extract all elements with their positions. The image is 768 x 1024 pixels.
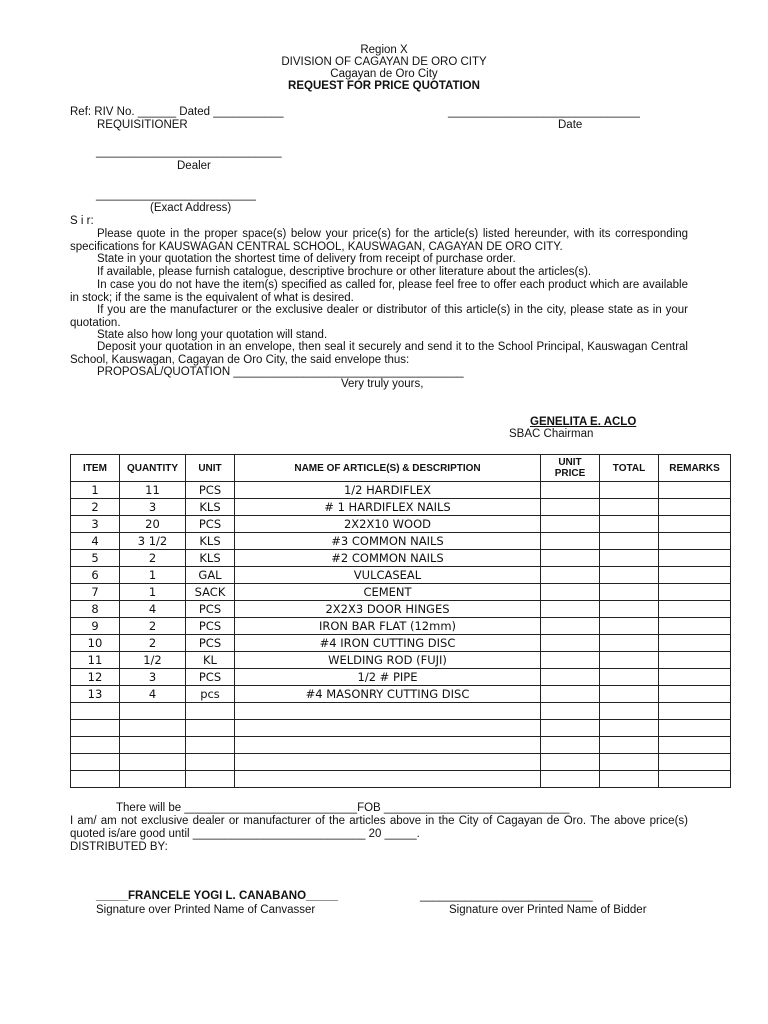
cell-quantity: 1 — [120, 567, 186, 584]
cell-description: VULCASEAL — [235, 567, 541, 584]
cell-unit-price — [541, 669, 600, 686]
cell-item: 5 — [71, 550, 120, 567]
cell-remarks — [659, 567, 731, 584]
city-heading: Cagayan de Oro City — [330, 68, 438, 80]
cell-item — [71, 703, 120, 720]
cell-total — [600, 720, 659, 737]
cell-description: 1/2 HARDIFLEX — [235, 482, 541, 499]
cell-description: 2X2X10 WOOD — [235, 516, 541, 533]
dealer-label: Dealer — [177, 160, 211, 172]
cell-quantity: 1 — [120, 584, 186, 601]
cell-description: #4 IRON CUTTING DISC — [235, 635, 541, 652]
proposal-quotation-line: PROPOSAL/QUOTATION ____________________________________ — [97, 366, 464, 378]
table-row — [71, 499, 731, 516]
cell-unit — [186, 737, 235, 754]
cell-description: #2 COMMON NAILS — [235, 550, 541, 567]
cell-unit: SACK — [186, 584, 235, 601]
table-row — [71, 601, 731, 618]
cell-description: 1/2 # PIPE — [235, 669, 541, 686]
cell-quantity: 11 — [120, 482, 186, 499]
cell-unit — [186, 720, 235, 737]
table-row — [71, 652, 731, 669]
cell-total — [600, 516, 659, 533]
table-row — [71, 635, 731, 652]
blank-table-row — [71, 754, 731, 771]
cell-unit-price — [541, 567, 600, 584]
cell-unit-price — [541, 584, 600, 601]
cell-item: 13 — [71, 686, 120, 703]
cell-quantity: 1/2 — [120, 652, 186, 669]
cell-remarks — [659, 584, 731, 601]
items-table — [70, 454, 731, 788]
cell-description: IRON BAR FLAT (12mm) — [235, 618, 541, 635]
cell-quantity: 2 — [120, 618, 186, 635]
cell-unit-price — [541, 703, 600, 720]
canvasser-signature-label: Signature over Printed Name of Canvasser — [96, 904, 316, 916]
cell-remarks — [659, 482, 731, 499]
cell-description — [235, 703, 541, 720]
body-paragraph-4: In case you do not have the item(s) specified as called for, please feel free to offer each product which are available in stock; if the same is the equivalent of what is desired. — [70, 279, 688, 304]
cell-total — [600, 533, 659, 550]
cell-description: WELDING ROD (FUJI) — [235, 652, 541, 669]
division-heading: DIVISION OF CAGAYAN DE ORO CITY — [281, 56, 487, 68]
cell-remarks — [659, 737, 731, 754]
ref-line: Ref: RIV No. ______ Dated ___________ — [70, 106, 284, 118]
cell-quantity: 3 — [120, 669, 186, 686]
cell-total — [600, 652, 659, 669]
fob-line: There will be ___________________________FOB _____________________________ — [116, 802, 570, 814]
cell-unit-price — [541, 720, 600, 737]
cell-remarks — [659, 601, 731, 618]
cell-remarks — [659, 618, 731, 635]
cell-unit — [186, 754, 235, 771]
cell-unit-price — [541, 601, 600, 618]
cell-description: CEMENT — [235, 584, 541, 601]
cell-unit: KL — [186, 652, 235, 669]
cell-total — [600, 550, 659, 567]
header-unit-price: UNIT PRICE — [541, 455, 600, 482]
cell-unit: KLS — [186, 550, 235, 567]
cell-item: 6 — [71, 567, 120, 584]
distributed-by-label: DISTRIBUTED BY: — [70, 841, 168, 853]
cell-remarks — [659, 635, 731, 652]
table-row — [71, 550, 731, 567]
table-row — [71, 584, 731, 601]
cell-unit-price — [541, 550, 600, 567]
cell-total — [600, 737, 659, 754]
cell-quantity: 2 — [120, 550, 186, 567]
cell-remarks — [659, 516, 731, 533]
cell-description: # 1 HARDIFLEX NAILS — [235, 499, 541, 516]
cell-total — [600, 686, 659, 703]
cell-item: 7 — [71, 584, 120, 601]
dealer-statement: I am/ am not exclusive dealer or manufacturer of the articles above in the City of Cagayan de Oro. The above price(s) quoted is/are good until ___________________________ 20 _____. — [70, 815, 688, 840]
address-label: (Exact Address) — [150, 202, 232, 214]
cell-item: 1 — [71, 482, 120, 499]
cell-remarks — [659, 533, 731, 550]
cell-quantity: 4 — [120, 601, 186, 618]
cell-item — [71, 720, 120, 737]
cell-item: 11 — [71, 652, 120, 669]
cell-quantity — [120, 703, 186, 720]
cell-remarks — [659, 669, 731, 686]
cell-description: 2X2X3 DOOR HINGES — [235, 601, 541, 618]
cell-quantity — [120, 737, 186, 754]
cell-quantity — [120, 771, 186, 788]
dealer-blank: _____________________________ — [96, 146, 282, 158]
cell-quantity — [120, 720, 186, 737]
body-paragraph-3: If available, please furnish catalogue, descriptive brochure or other literature about the articles(s). — [97, 266, 592, 278]
cell-description — [235, 737, 541, 754]
cell-total — [600, 771, 659, 788]
table-row — [71, 618, 731, 635]
header-item: ITEM — [71, 455, 120, 482]
table-row — [71, 567, 731, 584]
body-paragraph-6: State also how long your quotation will stand. — [97, 329, 328, 341]
table-row — [71, 533, 731, 550]
cell-unit: PCS — [186, 635, 235, 652]
cell-quantity: 20 — [120, 516, 186, 533]
cell-total — [600, 482, 659, 499]
cell-quantity: 3 1/2 — [120, 533, 186, 550]
cell-item: 10 — [71, 635, 120, 652]
header-total: TOTAL — [600, 455, 659, 482]
cell-unit-price — [541, 533, 600, 550]
cell-remarks — [659, 652, 731, 669]
blank-table-row — [71, 737, 731, 754]
cell-description — [235, 720, 541, 737]
cell-unit: PCS — [186, 669, 235, 686]
table-row — [71, 686, 731, 703]
address-blank: _________________________ — [96, 189, 256, 201]
blank-table-row — [71, 703, 731, 720]
body-paragraph-7: Deposit your quotation in an envelope, then seal it securely and send it to the School Principal, Kauswagan Central School, Kauswagan, Cagayan de Oro City, the said envelope thus: — [70, 341, 688, 366]
header-remarks: REMARKS — [659, 455, 731, 482]
items-table-body — [71, 482, 731, 788]
cell-remarks — [659, 720, 731, 737]
cell-total — [600, 601, 659, 618]
cell-remarks — [659, 754, 731, 771]
body-paragraph-5: If you are the manufacturer or the exclusive dealer or distributor of this article(s) in the city, please state as in your quotation. — [70, 304, 688, 329]
cell-unit-price — [541, 482, 600, 499]
cell-unit: PCS — [186, 482, 235, 499]
cell-quantity: 3 — [120, 499, 186, 516]
cell-quantity: 2 — [120, 635, 186, 652]
requisitioner-label: REQUISITIONER — [97, 119, 188, 131]
header-unit: UNIT — [186, 455, 235, 482]
cell-total — [600, 618, 659, 635]
cell-total — [600, 499, 659, 516]
blank-table-row — [71, 720, 731, 737]
table-row — [71, 516, 731, 533]
cell-unit-price — [541, 635, 600, 652]
chairman-title: SBAC Chairman — [509, 428, 594, 440]
cell-unit: KLS — [186, 533, 235, 550]
cell-remarks — [659, 550, 731, 567]
cell-unit — [186, 703, 235, 720]
cell-item: 2 — [71, 499, 120, 516]
cell-unit: PCS — [186, 618, 235, 635]
bidder-signature-label: Signature over Printed Name of Bidder — [449, 904, 647, 916]
body-paragraph-2: State in your quotation the shortest time of delivery from receipt of purchase order. — [97, 253, 516, 265]
cell-quantity: 4 — [120, 686, 186, 703]
cell-description — [235, 771, 541, 788]
table-row — [71, 669, 731, 686]
cell-total — [600, 567, 659, 584]
cell-item: 8 — [71, 601, 120, 618]
table-row — [71, 482, 731, 499]
blank-table-row — [71, 771, 731, 788]
header-description: NAME OF ARTICLE(S) & DESCRIPTION — [235, 455, 541, 482]
document-title: REQUEST FOR PRICE QUOTATION — [288, 80, 480, 92]
cell-item — [71, 771, 120, 788]
cell-item — [71, 754, 120, 771]
cell-description — [235, 754, 541, 771]
region-heading: Region X — [360, 44, 408, 56]
cell-unit-price — [541, 499, 600, 516]
header-quantity: QUANTITY — [120, 455, 186, 482]
cell-unit: KLS — [186, 499, 235, 516]
date-label: Date — [558, 119, 583, 131]
cell-description: #4 MASONRY CUTTING DISC — [235, 686, 541, 703]
cell-unit-price — [541, 516, 600, 533]
cell-description: #3 COMMON NAILS — [235, 533, 541, 550]
cell-item: 9 — [71, 618, 120, 635]
cell-total — [600, 669, 659, 686]
cell-total — [600, 635, 659, 652]
cell-unit-price — [541, 652, 600, 669]
cell-remarks — [659, 703, 731, 720]
chairman-name: GENELITA E. ACLO — [530, 416, 637, 428]
closing: Very truly yours, — [341, 378, 424, 390]
cell-total — [600, 754, 659, 771]
table-header-row — [71, 455, 731, 482]
salutation: S i r: — [70, 215, 94, 227]
cell-item: 3 — [71, 516, 120, 533]
cell-unit: PCS — [186, 601, 235, 618]
cell-total — [600, 584, 659, 601]
cell-unit: PCS — [186, 516, 235, 533]
canvasser-name: _____FRANCELE YOGI L. CANABANO_____ — [96, 890, 338, 902]
cell-remarks — [659, 499, 731, 516]
cell-unit: pcs — [186, 686, 235, 703]
cell-unit-price — [541, 686, 600, 703]
body-paragraph-1: Please quote in the proper space(s) below your price(s) for the article(s) listed hereunder, with its corresponding specifications for KAUSWAGAN CENTRAL SCHOOL, KAUSWAGAN, CAGAYAN DE ORO CITY. — [70, 228, 688, 253]
cell-unit-price — [541, 737, 600, 754]
cell-total — [600, 703, 659, 720]
cell-item: 4 — [71, 533, 120, 550]
bidder-signature-blank: ___________________________ — [420, 890, 593, 902]
cell-quantity — [120, 754, 186, 771]
cell-remarks — [659, 771, 731, 788]
cell-unit: GAL — [186, 567, 235, 584]
cell-unit — [186, 771, 235, 788]
cell-item — [71, 737, 120, 754]
cell-item: 12 — [71, 669, 120, 686]
cell-unit-price — [541, 771, 600, 788]
date-blank: ______________________________ — [448, 106, 640, 118]
cell-unit-price — [541, 754, 600, 771]
cell-remarks — [659, 686, 731, 703]
cell-unit-price — [541, 618, 600, 635]
